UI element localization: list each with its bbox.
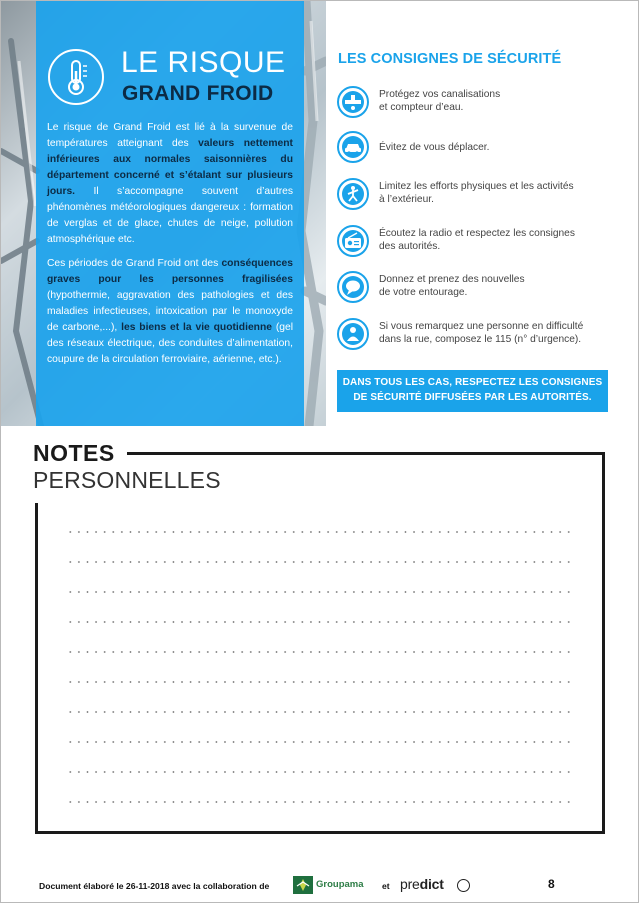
safety-alert-box — [337, 370, 608, 412]
notes-dotted-line — [66, 561, 572, 563]
risk-title-line1: LE RISQUE — [121, 46, 286, 79]
groupama-logo — [293, 876, 365, 894]
safety-item-text — [379, 88, 619, 114]
notes-dotted-line — [66, 741, 572, 743]
safety-item-text — [379, 227, 619, 253]
safety-item-pipes — [337, 86, 622, 126]
intro-p1-run-bold: valeurs nettement inférieures aux normales saisonnières du département concerné et s’étalant sur plusieurs jours. — [47, 138, 293, 197]
predict-logo — [400, 876, 444, 892]
notes-dotted-line — [66, 711, 572, 713]
intro-p2-run-bold: conséquences graves pour les personnes fragilisées — [47, 258, 293, 285]
safety-item-line: Limitez les efforts physiques et les activités — [379, 181, 574, 192]
notes-title: NOTES — [33, 440, 115, 466]
person-help-icon — [337, 318, 369, 350]
intro-p2-run: (hypothermie, aggravation des pathologies et des maladies infectieuses, intoxication par le monoxyde de carbone,...), — [47, 290, 293, 333]
speech-bubble-icon — [337, 271, 369, 303]
safety-item-line: Protégez vos canalisations — [379, 89, 501, 100]
water-pipe-icon — [337, 86, 369, 118]
safety-item-radio — [337, 225, 622, 265]
safety-item-line: de votre entourage. — [379, 287, 468, 298]
intro-p2-run-bold: les biens et la vie quotidienne — [121, 322, 272, 333]
safety-item-line: Évitez de vous déplacer. — [379, 142, 490, 153]
safety-item-text — [379, 320, 619, 346]
footer-credit: Document élaboré le 26-11-2018 avec la collaboration de — [39, 881, 270, 891]
notes-dotted-line — [66, 681, 572, 683]
groupama-name: Groupama — [316, 879, 364, 890]
risk-title-line2: GRAND FROID — [122, 82, 274, 105]
thermometer-badge — [48, 49, 104, 105]
notes-dotted-line — [66, 591, 572, 593]
safety-item-line: et compteur d’eau. — [379, 102, 464, 113]
safety-item-line: à l’extérieur. — [379, 194, 434, 205]
intro-p1-run: Le risque de Grand Froid est lié à la survenue de températures atteignant des — [47, 122, 293, 149]
intro-text — [47, 120, 293, 376]
groupama-mark-icon — [293, 876, 313, 894]
intro-p2-run: (gel des réseaux électrique, des conduites d’alimentation, coupure de la circulation ferroviaire, aérienne, etc.). — [47, 322, 294, 365]
car-icon — [337, 131, 369, 163]
radio-icon — [337, 225, 369, 257]
notes-dotted-line — [66, 531, 572, 533]
safety-item-efforts — [337, 178, 622, 218]
safety-item-travel — [337, 131, 622, 171]
intro-paragraph-1 — [47, 120, 293, 248]
notes-dotted-line — [66, 801, 572, 803]
notes-subtitle: PERSONNELLES — [33, 467, 221, 493]
thermometer-icon — [50, 51, 102, 103]
safety-alert-line: DANS TOUS LES CAS, RESPECTEZ LES CONSIGNES — [342, 377, 603, 388]
notes-frame-top-border — [127, 452, 605, 455]
notes-frame-left-border — [35, 503, 38, 834]
safety-instructions-title: LES CONSIGNES DE SÉCURITÉ — [338, 51, 562, 67]
safety-item-text — [379, 180, 619, 206]
safety-item-line: Si vous remarquez une personne en difficulté — [379, 321, 584, 332]
intro-p2-run: Ces périodes de Grand Froid ont des — [47, 258, 222, 269]
safety-item-line: Donnez et prenez des nouvelles — [379, 274, 525, 285]
page-number: 8 — [548, 877, 555, 891]
intro-p1-run: Il s’accompagne souvent d’autres phénomènes météorologiques dangereux : formation de verglas et de glace, chutes de neige, pollution atmosphérique etc. — [47, 186, 293, 245]
safety-item-line: dans la rue, composez le 115 (n° d’urgence). — [379, 334, 582, 345]
predict-circle-icon — [457, 879, 470, 892]
footer-and: et — [382, 881, 390, 891]
safety-item-line: des autorités. — [379, 241, 441, 252]
predict-logo-part: pre — [400, 876, 420, 892]
safety-item-text — [379, 141, 619, 154]
intro-paragraph-2 — [47, 256, 293, 368]
safety-item-line: Écoutez la radio et respectez les consignes — [379, 228, 575, 239]
safety-item-news — [337, 271, 622, 311]
notes-dotted-line — [66, 651, 572, 653]
person-exercise-icon — [337, 178, 369, 210]
safety-item-text — [379, 273, 619, 299]
notes-dotted-line — [66, 771, 572, 773]
predict-logo-part-bold: dict — [419, 876, 444, 892]
safety-alert-line: DE SÉCURITÉ DIFFUSÉES PAR LES AUTORITÉS. — [353, 392, 592, 403]
notes-frame — [35, 453, 605, 834]
notes-dotted-line — [66, 621, 572, 623]
safety-item-help — [337, 318, 622, 358]
